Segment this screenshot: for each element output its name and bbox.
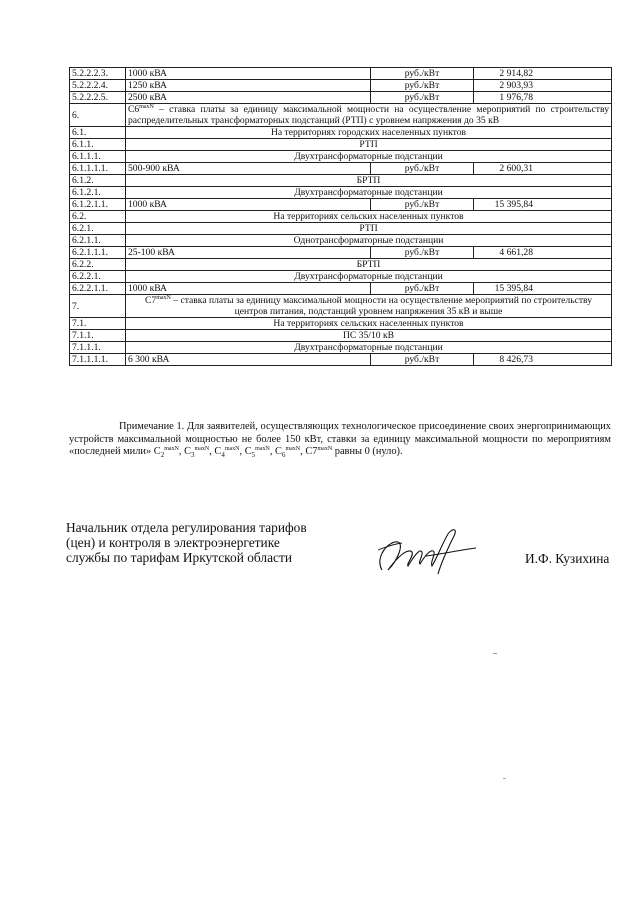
- row-code: 6.2.: [70, 211, 126, 223]
- footnote-rate-sup: maxN: [285, 446, 301, 452]
- row-code: 6.2.2.1.1.: [70, 283, 126, 295]
- row-unit: руб./кВт: [371, 163, 474, 175]
- row-code: 6.2.1.: [70, 223, 126, 235]
- table-row: [70, 247, 612, 259]
- row-section-title: Двухтрансформаторные подстанции: [126, 187, 612, 199]
- row-label: 6 300 кВА: [126, 354, 371, 366]
- footnote: [69, 421, 611, 459]
- row-section-title: РТП: [126, 139, 612, 151]
- footnote-rate-sub: 5: [251, 451, 256, 460]
- row-code: 6.1.2.1.1.: [70, 199, 126, 211]
- row-section-title: Двухтрансформаторные подстанции: [126, 342, 612, 354]
- row-value: 2 914,82: [474, 68, 612, 80]
- row-code: 6.1.: [70, 127, 126, 139]
- row-code: 5.2.2.2.3.: [70, 68, 126, 80]
- row-code: 7.1.: [70, 318, 126, 330]
- row-value: 15 395,84: [474, 199, 612, 211]
- footnote-rate-sup: maxN: [164, 446, 179, 452]
- footnote-rate-sup: maxN: [224, 446, 240, 452]
- row-code: 5.2.2.2.4.: [70, 80, 126, 92]
- row-unit: руб./кВт: [371, 247, 474, 259]
- row-section-title: Однотрансформаторные подстанции: [126, 235, 612, 247]
- table-row: [70, 271, 612, 283]
- footnote-rate-sup: maxN: [255, 446, 270, 452]
- table-row: [70, 211, 612, 223]
- table-row: [70, 151, 612, 163]
- row-section-title: Двухтрансформаторные подстанции: [126, 151, 612, 163]
- row-unit: руб./кВт: [371, 80, 474, 92]
- row-label: 1000 кВА: [126, 199, 371, 211]
- table-row: [70, 318, 612, 330]
- row-code: 6.1.1.: [70, 139, 126, 151]
- table-row: [70, 80, 612, 92]
- row-value: 2 903,93: [474, 80, 612, 92]
- row-unit: руб./кВт: [371, 354, 474, 366]
- footnote-rate-sub: 2: [160, 451, 165, 460]
- table-row: [70, 175, 612, 187]
- row-unit: руб./кВт: [371, 199, 474, 211]
- row-unit: руб./кВт: [371, 68, 474, 80]
- table-row: [70, 187, 612, 199]
- table-row: [70, 235, 612, 247]
- rate-symbol-sup: maxN: [139, 104, 154, 110]
- row-code: 5.2.2.2.5.: [70, 92, 126, 104]
- row-value: 1 976,78: [474, 92, 612, 104]
- row-section-title: Двухтрансформаторные подстанции: [126, 271, 612, 283]
- rate-description-text: – ставка платы за единицу максимальной мощности на осуществление мероприятий по строительству центров питания, подстанций уровнем напряжения 35 кВ и выше: [170, 295, 593, 317]
- row-code: 6.1.1.1.: [70, 151, 126, 163]
- row-code: 6.2.1.1.: [70, 235, 126, 247]
- signature-line-1: Начальник отдела регулирования тарифов: [66, 520, 307, 535]
- table-row: [70, 330, 612, 342]
- row-section-title: ПС 35/10 кВ: [126, 330, 612, 342]
- row-code: 7.1.1.1.: [70, 342, 126, 354]
- row-section-title: На территориях сельских населенных пунктов: [126, 318, 612, 330]
- row-code: 6.2.1.1.1.: [70, 247, 126, 259]
- footnote-rate-sub: 3: [191, 451, 195, 460]
- row-label: 1000 кВА: [126, 68, 371, 80]
- table-row: [70, 295, 612, 318]
- row-label: 1250 кВА: [126, 80, 371, 92]
- tariff-table: [69, 67, 612, 366]
- table-row: [70, 163, 612, 175]
- row-section-title: На территориях городских населенных пунктов: [126, 127, 612, 139]
- row-code: 6.: [70, 104, 126, 127]
- rate-symbol: С7: [144, 295, 157, 306]
- row-code: 6.1.1.1.1.: [70, 163, 126, 175]
- row-code: 6.2.2.: [70, 259, 126, 271]
- row-rate-description: [126, 104, 612, 127]
- table-row: [70, 92, 612, 104]
- row-code: 7.1.1.: [70, 330, 126, 342]
- footnote-c7-sup: maxN: [317, 446, 333, 452]
- table-row: [70, 68, 612, 80]
- row-section-title: На территориях сельских населенных пунктов: [126, 211, 612, 223]
- rate-symbol: С6: [128, 104, 140, 115]
- table-row: [70, 342, 612, 354]
- signature-line-2: (цен) и контроля в электроэнергетике: [66, 535, 280, 550]
- row-label: 1000 кВА: [126, 283, 371, 295]
- table-row: [70, 223, 612, 235]
- table-row: [70, 199, 612, 211]
- footnote-text-b: равны 0 (нуло).: [332, 446, 403, 457]
- table-row: [70, 127, 612, 139]
- scan-mark: [503, 778, 506, 779]
- scan-mark: [493, 653, 497, 654]
- row-code: 6.2.2.1.: [70, 271, 126, 283]
- signature-line-3: службы по тарифам Иркутской области: [66, 550, 292, 565]
- row-value: 2 600,31: [474, 163, 612, 175]
- footnote-c7: С7: [305, 446, 318, 457]
- row-rate-description: [126, 295, 612, 318]
- table-row: [70, 354, 612, 366]
- table-row: [70, 283, 612, 295]
- table-row: [70, 139, 612, 151]
- footnote-rate-sub: 6: [281, 451, 286, 460]
- table-row: [70, 259, 612, 271]
- row-code: 6.1.2.: [70, 175, 126, 187]
- footnote-rate-list: $_2^{maxN}$, $С_3^{maxN}$, $С_4^{maxN}$, $С_5^{maxN}$, $С_6^{maxN}$,: [160, 446, 306, 460]
- footnote-rate-sub: 4: [221, 451, 225, 460]
- signatory-name: И.Ф. Кузихина: [525, 551, 610, 566]
- footnote-text-a: Примечание 1. Для заявителей, осуществляющих технологическое присоединение своих энергопринимающих устройств максимальной мощностью не более 150 кВт, ставки за единицу максимальной мощности по мероприятиям «последней мили» С: [69, 421, 611, 457]
- rate-symbol-sup: maxN: [156, 295, 171, 301]
- footnote-rate-sup: maxN: [194, 446, 210, 452]
- row-label: 2500 кВА: [126, 92, 371, 104]
- row-section-title: БРТП: [126, 259, 612, 271]
- row-value: 4 661,28: [474, 247, 612, 259]
- rate-description-text: – ставка платы за единицу максимальной мощности на осуществление мероприятий по строительству распределительных трансформаторных подстанций (РТП) с уровнем напряжения до 35 кВ: [128, 104, 609, 126]
- row-section-title: БРТП: [126, 175, 612, 187]
- row-unit: руб./кВт: [371, 283, 474, 295]
- tariff-table-body: [70, 68, 612, 366]
- row-value: 15 395,84: [474, 283, 612, 295]
- row-code: 6.1.2.1.: [70, 187, 126, 199]
- table-row: [70, 104, 612, 127]
- signature-block: [66, 520, 307, 565]
- row-label: 25-100 кВА: [126, 247, 371, 259]
- row-unit: руб./кВт: [371, 92, 474, 104]
- row-code: 7.: [70, 295, 126, 318]
- row-label: 500-900 кВА: [126, 163, 371, 175]
- handwritten-signature: [368, 526, 480, 580]
- row-value: 8 426,73: [474, 354, 612, 366]
- row-code: 7.1.1.1.1.: [70, 354, 126, 366]
- row-section-title: РТП: [126, 223, 612, 235]
